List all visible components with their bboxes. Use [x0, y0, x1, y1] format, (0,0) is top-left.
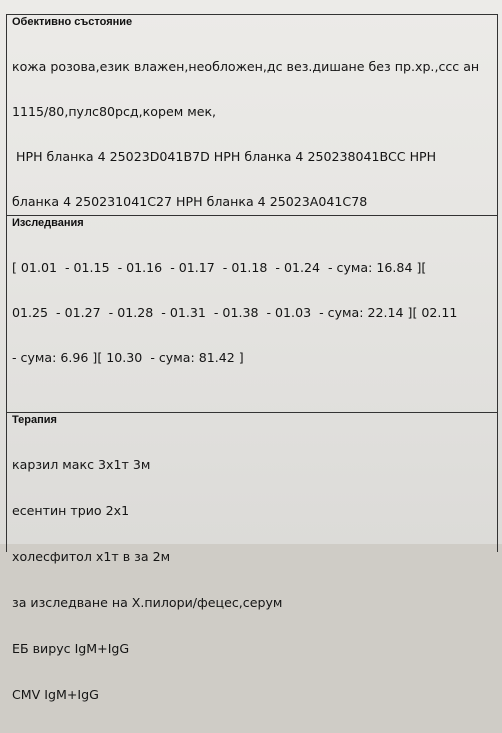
- objective-line: 1115/80,пулс80рсд,корем мек,: [12, 104, 217, 119]
- investigations-line: 01.25 - 01.27 - 01.28 - 01.31 - 01.38 - 01.03 - сума: 22.14 ][ 02.11: [12, 305, 458, 320]
- objective-status-section: [6, 14, 498, 215]
- therapy-section: [6, 412, 498, 702]
- objective-status-text: [7, 29, 497, 239]
- objective-line: кожа розова,език влажен,необложен,дс вез.дишане без пр.хр.,ссс ан: [12, 59, 480, 74]
- therapy-line: за изследване на Х.пилори/фецес,серум: [12, 595, 283, 610]
- investigations-line: [ 01.01 - 01.15 - 01.16 - 01.17 - 01.18 - 01.24 - сума: 16.84 ][: [12, 260, 427, 275]
- therapy-line: CMV IgM+IgG: [12, 687, 99, 702]
- objective-line: бланка 4 250231041C27 НРН бланка 4 25023A041C78: [12, 194, 368, 209]
- investigations-title: Изследвания: [12, 217, 84, 229]
- therapy-title: Терапия: [12, 414, 57, 426]
- investigations-section: [6, 215, 498, 412]
- therapy-text: [7, 427, 497, 733]
- therapy-line: ЕБ вирус IgM+IgG: [12, 641, 130, 656]
- therapy-line: карзил макс 3х1т 3м: [12, 457, 151, 472]
- therapy-line: есентин трио 2х1: [12, 503, 130, 518]
- investigations-line: - сума: 6.96 ][ 10.30 - сума: 81.42 ]: [12, 350, 244, 365]
- therapy-line: холесфитол х1т в за 2м: [12, 549, 171, 564]
- objective-line: НРН бланка 4 25023D041B7D НРН бланка 4 250238041BCC НРН: [12, 149, 437, 164]
- objective-status-title: Обективно състояние: [12, 16, 133, 28]
- investigations-text: [7, 230, 497, 395]
